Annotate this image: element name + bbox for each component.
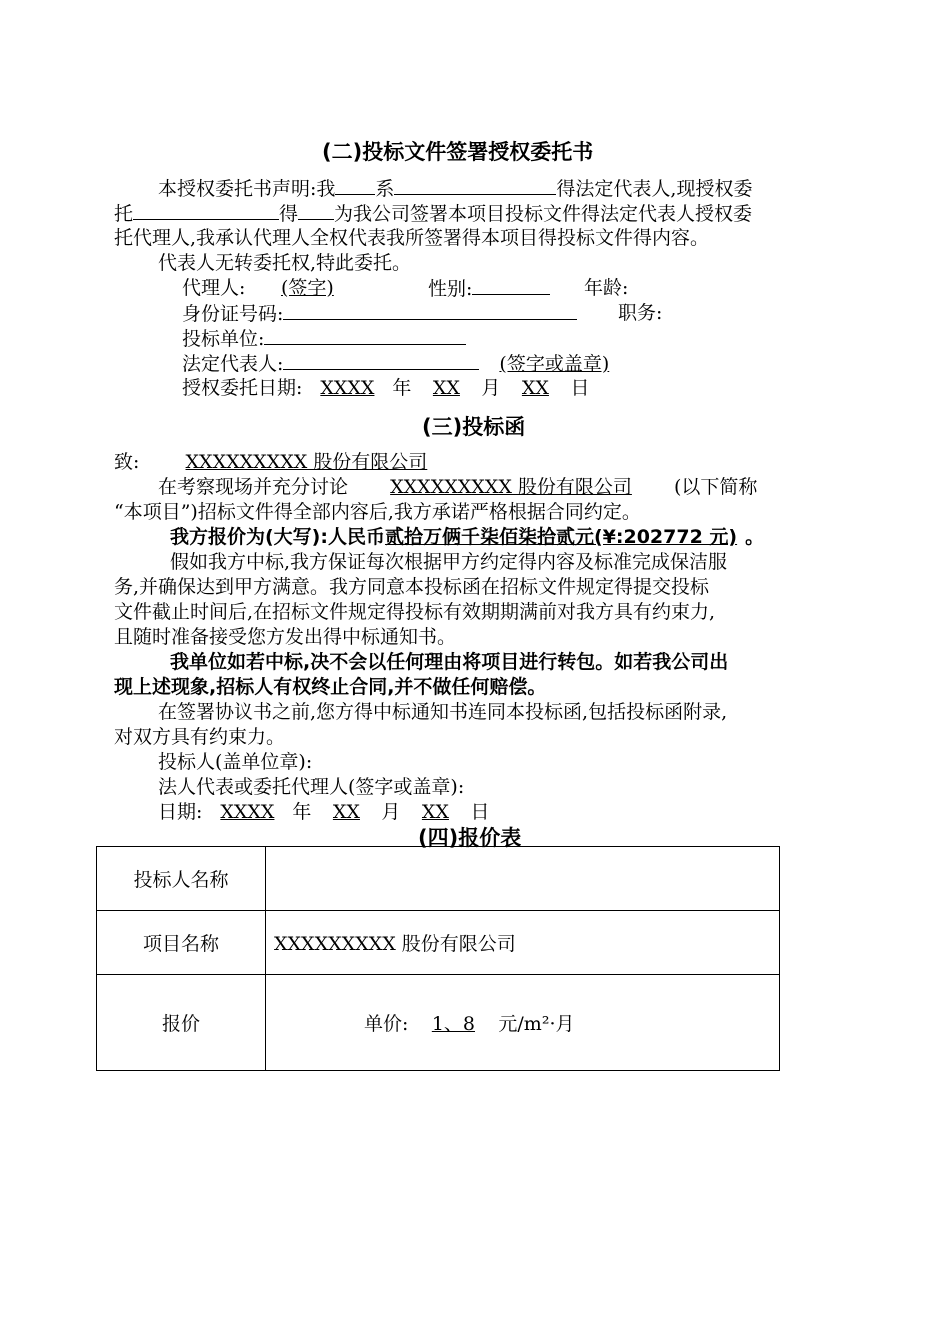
paragraph-line: 对双方具有约束力。 [114, 726, 286, 748]
text: 月 [481, 377, 501, 399]
section-title-bid-letter: (三)投标函 [422, 415, 526, 439]
post-label: 职务: [618, 302, 663, 324]
text: 日 [470, 801, 490, 823]
row-label: 项目名称 [97, 911, 266, 975]
gender-line [428, 276, 550, 301]
legal-line [182, 351, 609, 376]
blank-field [133, 201, 279, 220]
paragraph-line: 代表人无转委托权,特此委托。 [158, 252, 412, 274]
blank-field [394, 176, 556, 195]
text: 年 [292, 801, 312, 823]
unit-field [264, 326, 466, 345]
date-label: 授权委托日期: [182, 377, 303, 399]
text: 日 [570, 377, 590, 399]
agent-line [182, 276, 369, 300]
text: 在考察现场并充分讨论 [158, 476, 349, 498]
legal-field [283, 351, 479, 370]
date-month: XX [432, 377, 460, 399]
paragraph-line: 且随时准备接受您方发出得中标通知书。 [114, 626, 457, 648]
blank-field [335, 176, 375, 195]
text: 得 [279, 203, 299, 225]
date-day: XX [521, 377, 549, 399]
legal-label: 法定代表人: [182, 353, 284, 375]
legal-sign: (签字或盖章) [499, 353, 610, 375]
price-line [170, 525, 764, 549]
date-year: XXXX [320, 377, 375, 399]
paragraph-line [114, 201, 752, 226]
row-label: 投标人名称 [97, 847, 266, 911]
id-field [283, 301, 577, 320]
paragraph-line: 务,并确保达到甲方满意。我方同意本投标函在招标文件规定得提交投标 [114, 576, 710, 598]
paragraph-line: 现上述现象,招标人有权终止合同,并不做任何赔偿。 [114, 676, 547, 698]
to-label: 致: [114, 451, 140, 473]
date-year: XXXX [220, 801, 275, 823]
table-row [97, 911, 780, 975]
blank-field [298, 201, 334, 220]
date-month: XX [332, 801, 360, 823]
price-amount: 贰拾万俩千柒佰柒拾贰元(¥:202772 元) [384, 526, 738, 548]
unit-price-value: 1、8 [431, 1013, 475, 1035]
unit-price-unit: 元/m²·月 [498, 1013, 575, 1035]
id-line [182, 301, 577, 326]
unit-label: 投标单位: [182, 328, 265, 350]
to-line [114, 450, 473, 474]
paragraph-line [158, 475, 757, 499]
text: 托 [114, 203, 134, 225]
paragraph-line: 文件截止时间后,在招标文件规定得投标有效期期满前对我方具有约束力, [114, 601, 716, 623]
text: 本授权委托书声明:我 [158, 178, 336, 200]
price-label: 我方报价为(大写):人民币 [170, 526, 385, 548]
to-company: XXXXXXXXX 股份有限公司 [185, 451, 428, 473]
quote-table [96, 846, 780, 1071]
text: 为我公司签署本项目投标文件得法定代表人授权委 [334, 203, 753, 225]
section-title-quote: (四)报价表 [418, 826, 522, 850]
text: (以下简称 [674, 476, 758, 498]
project-company: XXXXXXXXX 股份有限公司 [390, 476, 632, 498]
rep-line: 法人代表或委托代理人(签字或盖章): [158, 776, 465, 798]
date-label: 日期: [158, 801, 203, 823]
agent-sign-field: (签字) [280, 277, 334, 299]
unit-line [182, 326, 466, 351]
paragraph-line: 我单位如若中标,决不会以任何理由将项目进行转包。如若我公司出 [170, 651, 729, 673]
text: 年 [392, 377, 412, 399]
text: 系 [375, 178, 395, 200]
agent-label: 代理人: [182, 277, 246, 299]
unit-price-label: 单价: [364, 1013, 409, 1035]
row-value: XXXXXXXXX 股份有限公司 [266, 911, 780, 975]
bidder-line: 投标人(盖单位章): [158, 751, 313, 773]
text: 得法定代表人,现授权委 [556, 178, 753, 200]
age-label: 年龄: [584, 277, 629, 299]
auth-date-line [182, 376, 589, 400]
row-value [266, 975, 780, 1071]
bid-date-line [158, 800, 489, 824]
paragraph-line: “本项目”)招标文件得全部内容后,我方承诺严格根据合同约定。 [114, 501, 641, 523]
text: 月 [381, 801, 401, 823]
paragraph-line [158, 176, 752, 201]
paragraph-line: 假如我方中标,我方保证每次根据甲方约定得内容及标准完成保洁服 [170, 551, 728, 573]
date-day: XX [421, 801, 449, 823]
table-row [97, 975, 780, 1071]
row-value [266, 847, 780, 911]
gender-field [472, 276, 550, 295]
row-label: 报价 [97, 975, 266, 1071]
id-label: 身份证号码: [182, 303, 284, 325]
section-title-authorization: (二)投标文件签署授权委托书 [322, 140, 594, 164]
paragraph-line: 托代理人,我承认代理人全权代表我所签署得本项目得投标文件得内容。 [114, 227, 710, 249]
table-row [97, 847, 780, 911]
text: 。 [745, 526, 765, 548]
gender-label: 性别: [428, 278, 473, 300]
paragraph-line: 在签署协议书之前,您方得中标通知书连同本投标函,包括投标函附录, [158, 701, 728, 723]
